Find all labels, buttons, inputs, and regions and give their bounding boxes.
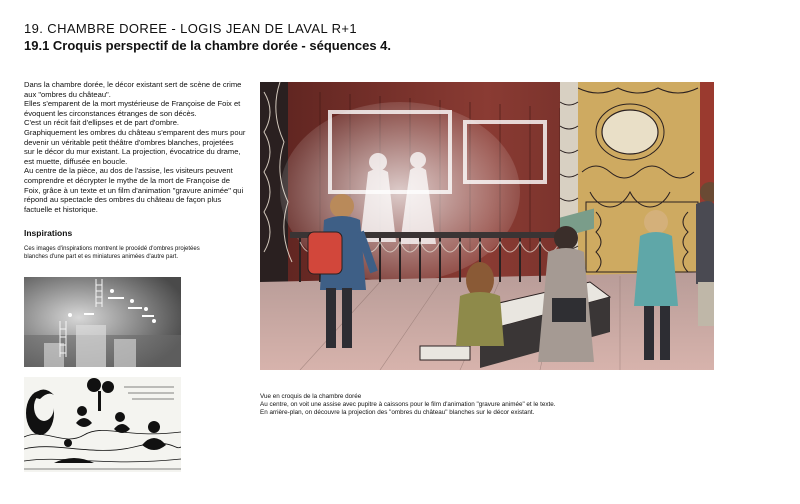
inspirations-text: Ces images d'inspirations montrent le procédé d'ombres projetées blanches d'une part et es miniatures animées d'autre part. (24, 246, 200, 260)
caption-line: En arrière-plan, on découvre la projection des "ombres du château" blanches sur le décor existant. (260, 409, 535, 416)
intro-paragraph: Au centre de la pièce, au dos de l'assise, les visiteurs peuvent comprendre et décrypter le mythe de la mort de Françoise de Foix, grâce à un texte et un film d'animation "gravure animée" qui répond au spectacle des ombres du château de façon plus factuelle et historique. (24, 166, 244, 214)
section-title: 19. CHAMBRE DOREE - LOGIS JEAN DE LAVAL R+1 (24, 21, 358, 36)
inspiration-image-shadow-theatre (24, 277, 181, 367)
caption-line: Vue en croquis de la chambre dorée (260, 393, 362, 400)
inspiration-image-engraving (24, 377, 181, 472)
sketch-caption (260, 393, 600, 417)
intro-paragraph: Dans la chambre dorée, le décor existant sert de scène de crime aux "ombres du château". (24, 80, 242, 99)
intro-paragraph: Elles s'emparent de la mort mystérieuse de Françoise de Foix et évoquent les circonstances étranges de son décès. (24, 99, 241, 118)
caption-line: Au centre, on voit une assise avec pupitre à caissons pour le film d'animation "gravure animée" et le texte. (260, 401, 556, 408)
page-title: 19.1 Croquis perspectif de la chambre dorée - séquences 4. (24, 38, 392, 53)
perspective-sketch (260, 82, 714, 370)
intro-paragraph: C'est un récit fait d'ellipses et de part d'ombre. (24, 118, 180, 128)
inspirations-heading: Inspirations (24, 228, 73, 238)
intro-paragraph: Graphiquement les ombres du château s'emparent des murs pour devenir un véritable petit théâtre d'ombres blanches, projetées sur le décor du mur existant. La projection, évocatrice du drame, est muette, diffusée en boucle. (24, 127, 246, 166)
intro-text (24, 80, 246, 214)
